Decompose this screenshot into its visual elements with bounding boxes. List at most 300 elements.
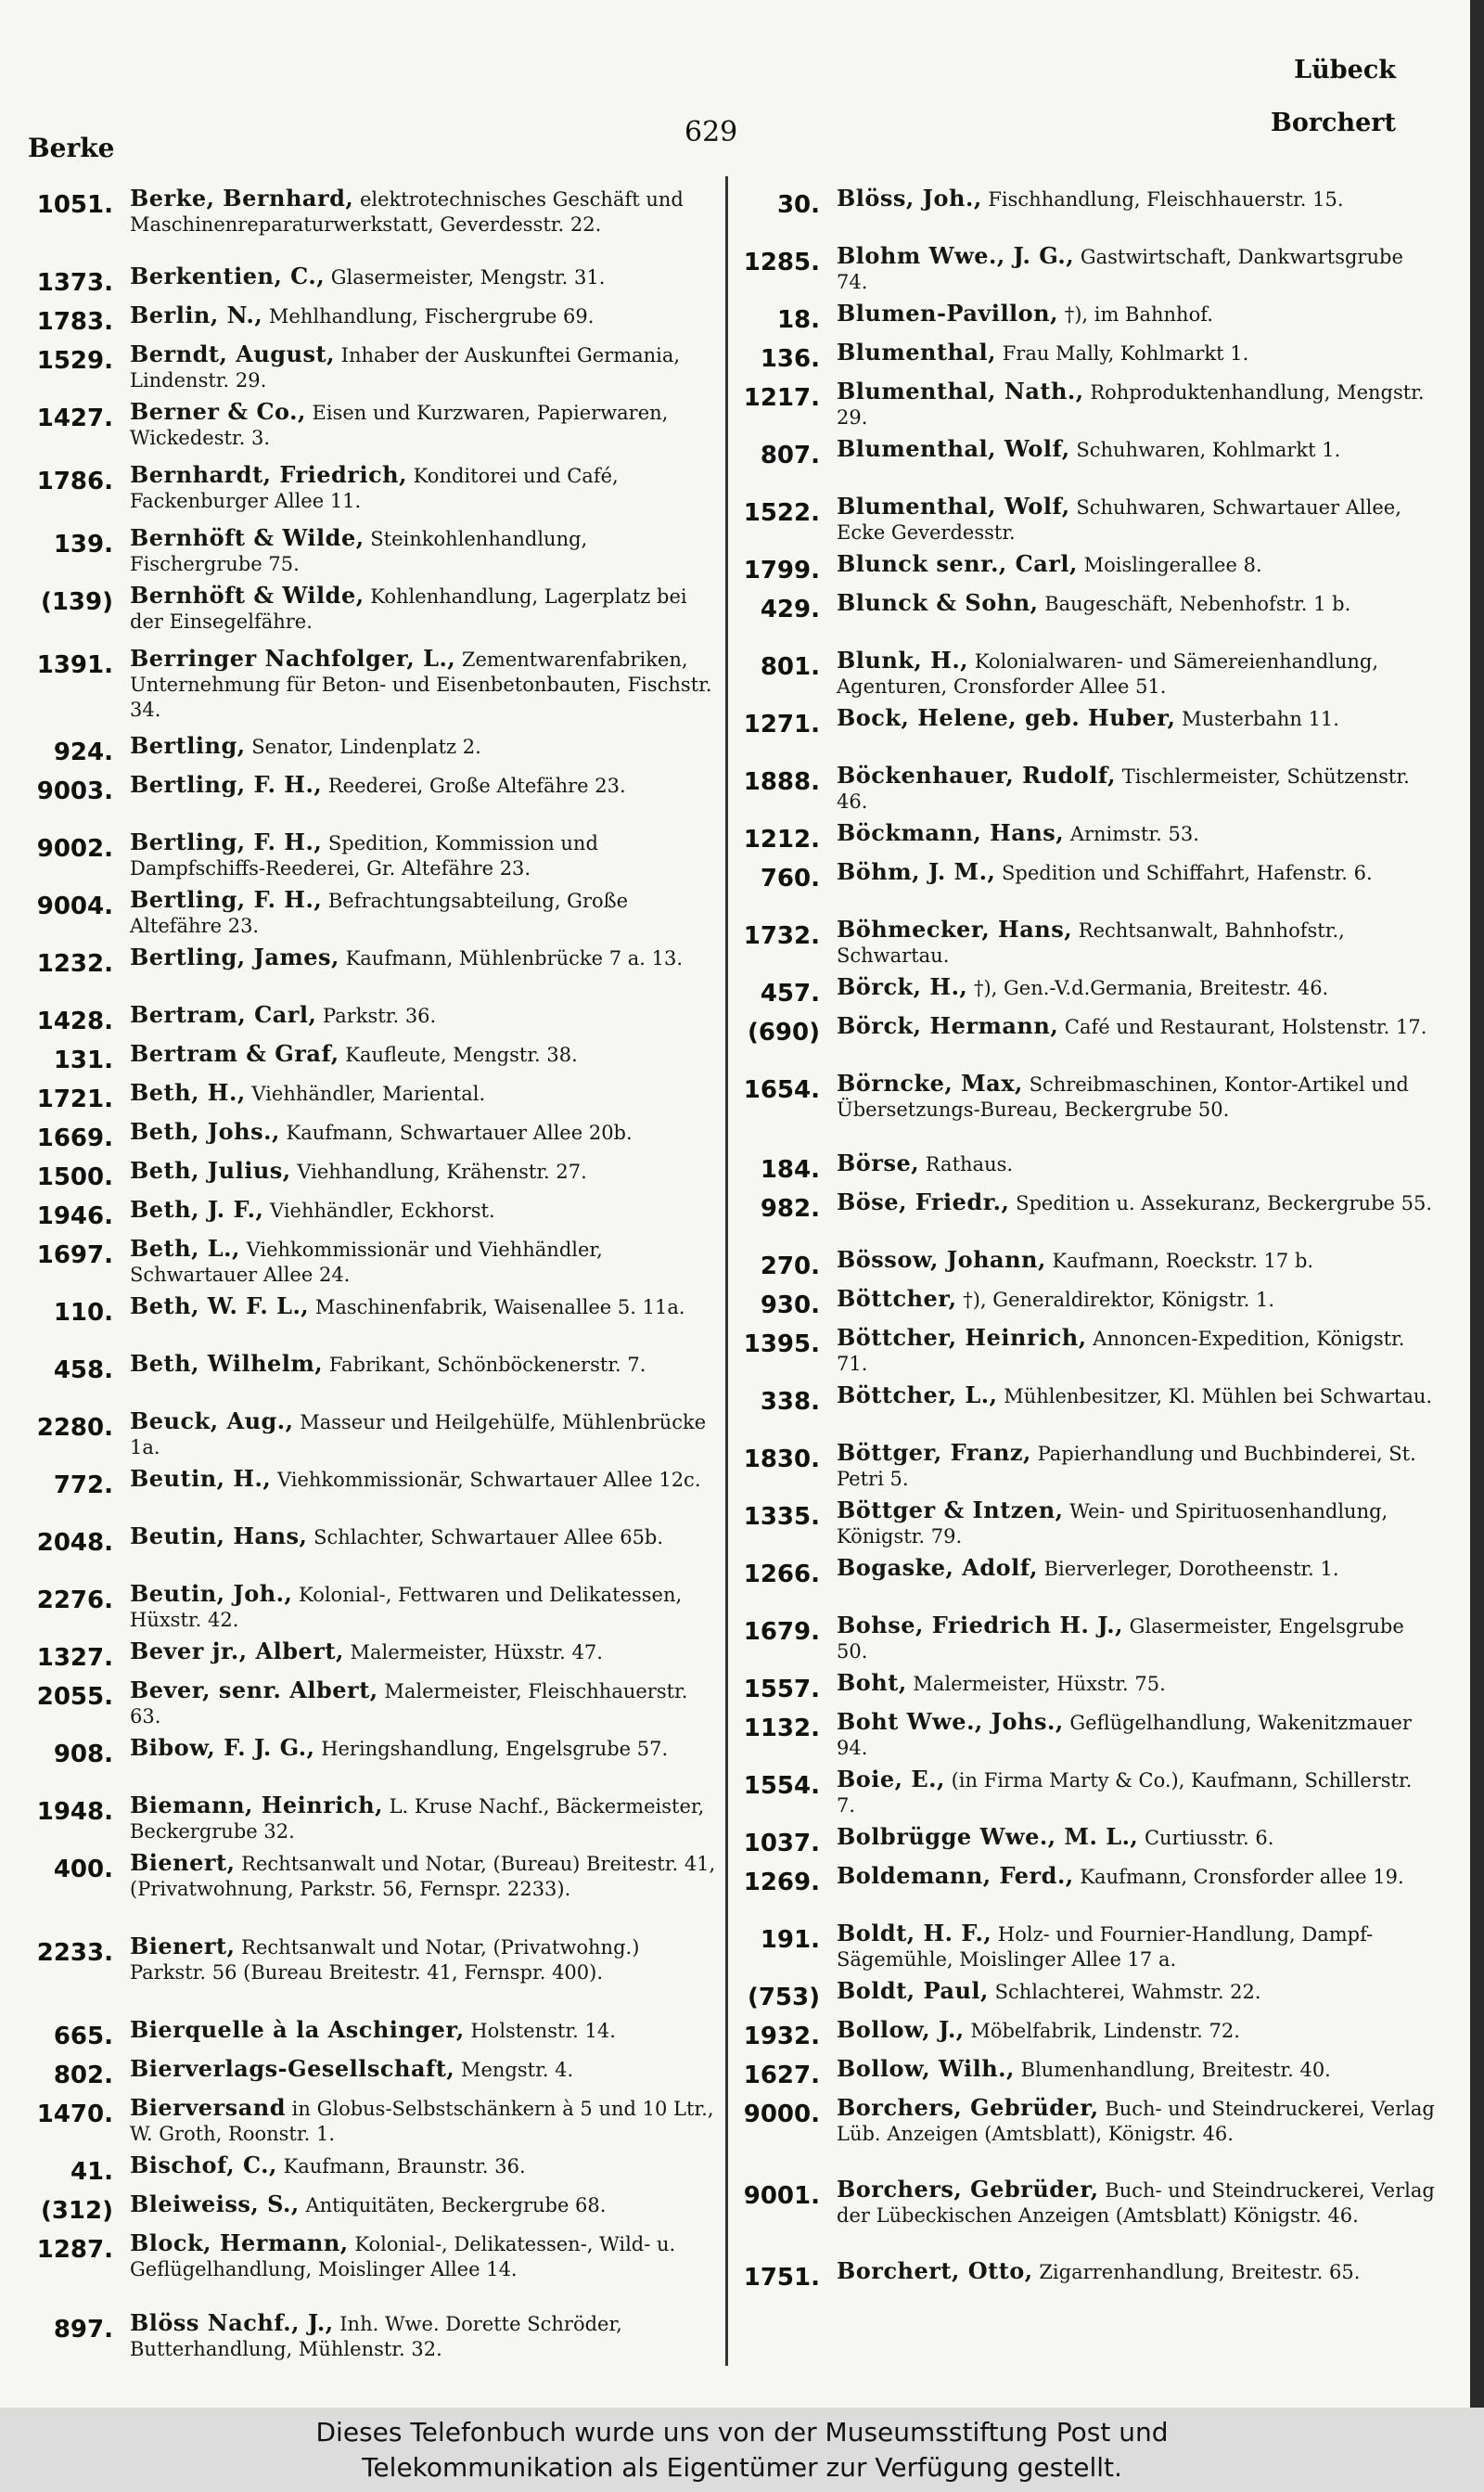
entry-description: Glasermeister, Engelsgrube 50.: [837, 1615, 1404, 1663]
entry-text: [837, 820, 1439, 854]
entry-text: [837, 705, 1439, 739]
entry-description: Maschinenfabrik, Waisenallee 5. 11a.: [314, 1296, 685, 1318]
entry-text: [837, 1555, 1439, 1588]
entry-name: Berkentien, C.,: [130, 263, 326, 289]
entry-description: Rechtsanwalt und Notar, (Bureau) Breitestr. 41, (Privatwohnung, Parkstr. 56, Fernspr. 2233).: [130, 1853, 716, 1900]
phone-number: 9000.: [743, 2100, 820, 2128]
phone-number: 1285.: [743, 249, 820, 276]
phone-number: 1669.: [36, 1124, 113, 1152]
entry-name: Börncke, Max,: [837, 1070, 1023, 1097]
phone-number: 924.: [53, 739, 113, 766]
phone-number: 2280.: [36, 1414, 113, 1442]
entry-text: [130, 1002, 723, 1035]
column-divider: [725, 176, 728, 2366]
entry-name: Bertling, F. H.,: [130, 886, 323, 913]
phone-number: 429.: [760, 596, 820, 623]
directory-entry: [735, 1286, 1439, 1319]
phone-number: 1751.: [743, 2264, 820, 2292]
phone-number: (690): [747, 1019, 820, 1047]
entry-name: Bertling,: [130, 732, 246, 759]
directory-entry: [735, 1440, 1439, 1492]
phone-number: 184.: [760, 1156, 820, 1184]
entry-description: Glasermeister, Mengstr. 31.: [330, 266, 606, 289]
directory-entry: [19, 1677, 723, 1729]
phone-number: 457.: [760, 980, 820, 1008]
phone-number: 1721.: [36, 1085, 113, 1113]
entry-description: Spedition und Schiffahrt, Hafenstr. 6.: [1002, 862, 1373, 884]
directory-entry: [19, 1197, 723, 1230]
directory-entry: [735, 1709, 1439, 1761]
entry-text: [130, 1735, 723, 1768]
phone-number: 760.: [760, 865, 820, 893]
entry-name: Bössow, Johann,: [837, 1246, 1046, 1273]
entry-description: elektrotechnisches Geschäft und Maschinenreparaturwerkstatt, Geverdesstr. 22.: [130, 188, 684, 236]
entry-text: [130, 1158, 723, 1191]
directory-entry: [735, 436, 1439, 469]
entry-description: Zementwarenfabriken, Unternehmung für Beton- und Eisenbetonbauten, Fischstr. 34.: [130, 649, 712, 721]
entry-name: Bertling, James,: [130, 944, 339, 970]
entry-text: [130, 341, 723, 393]
phone-number: 1830.: [743, 1445, 820, 1473]
entry-name: Berndt, August,: [130, 340, 335, 367]
entry-text: [130, 2095, 723, 2147]
directory-entry: [19, 1638, 723, 1672]
entry-text: [837, 436, 1439, 469]
entry-name: Boldt, Paul,: [837, 1977, 989, 2004]
entry-description: Tischlermeister, Schützenstr. 46.: [837, 765, 1410, 813]
entry-text: [130, 1523, 723, 1557]
entry-name: Blunk, H.,: [837, 647, 969, 674]
directory-entry: [735, 1612, 1439, 1664]
directory-entry: [735, 820, 1439, 854]
entry-description: Kaufmann, Roeckstr. 17 b.: [1052, 1250, 1314, 1272]
directory-entry: [19, 2230, 723, 2282]
entry-description: Kaufmann, Mühlenbrücke 7 a. 13.: [345, 947, 684, 970]
entry-name: Beth, H.,: [130, 1079, 246, 1106]
phone-number: 400.: [53, 1856, 113, 1883]
entry-name: Bierquelle à la Aschinger,: [130, 2016, 465, 2043]
entry-text: [837, 1824, 1439, 1857]
directory-entry: [19, 1351, 723, 1384]
entry-name: Beuck, Aug.,: [130, 1407, 294, 1434]
phone-number: (753): [747, 1984, 820, 2011]
entry-text: [837, 1766, 1439, 1818]
directory-entry: [735, 1978, 1439, 2011]
phone-number: 2055.: [36, 1683, 113, 1711]
directory-entry: [735, 1382, 1439, 1416]
entry-text: [130, 2152, 723, 2186]
entry-description: Zigarrenhandlung, Breitestr. 65.: [1039, 2261, 1361, 2283]
entry-name: Bischof, C.,: [130, 2152, 277, 2178]
directory-entry: [735, 705, 1439, 739]
entry-description: Rechtsanwalt, Bahnhofstr., Schwartau.: [837, 919, 1345, 967]
directory-entry: [735, 2095, 1439, 2147]
phone-number: 18.: [776, 306, 820, 334]
entry-name: Blumenthal, Wolf,: [837, 493, 1070, 520]
scan-edge: [1470, 0, 1484, 2408]
entry-name: Blumenthal, Nath.,: [837, 378, 1084, 405]
entry-name: Blunck senr., Carl,: [837, 550, 1078, 577]
directory-entry: [19, 2152, 723, 2186]
phone-number: 9004.: [36, 893, 113, 920]
directory-entry: [735, 1497, 1439, 1549]
directory-entry: [19, 1002, 723, 1035]
entry-text: [130, 1197, 723, 1230]
directory-entry: [735, 1555, 1439, 1588]
entry-text: [130, 1581, 723, 1633]
entry-name: Bienert,: [130, 1933, 236, 1959]
phone-number: 897.: [53, 2316, 113, 2344]
directory-entry: [19, 302, 723, 336]
entry-text: [837, 590, 1439, 623]
phone-number: 191.: [760, 1926, 820, 1954]
entry-description: Schlachterei, Wahmstr. 22.: [994, 1981, 1261, 2003]
phone-number: 1932.: [743, 2023, 820, 2050]
entry-text: [130, 2230, 723, 2282]
directory-entry: [19, 1581, 723, 1633]
entry-text: [130, 186, 723, 238]
directory-entry: [19, 2310, 723, 2362]
entry-description: †), Generaldirektor, Königstr. 1.: [963, 1289, 1275, 1311]
entry-text: [837, 1670, 1439, 1703]
entry-name: Bever, senr. Albert,: [130, 1676, 378, 1703]
entry-description: Holz- und Fournier-Handlung, Dampf-Sägemühle, Moislinger Allee 17 a.: [837, 1923, 1374, 1971]
entry-description: Holstenstr. 14.: [470, 2020, 616, 2042]
entry-description: Kolonialwaren- und Sämereienhandlung, Agenturen, Cronsforder Allee 51.: [837, 650, 1379, 698]
directory-entry: [19, 1735, 723, 1768]
directory-entry: [19, 2017, 723, 2050]
entry-description: Arnimstr. 53.: [1069, 823, 1199, 845]
entry-text: [837, 2258, 1439, 2292]
entry-description: Viehkommissionär, Schwartauer Allee 12c.: [276, 1469, 701, 1491]
directory-entry: [735, 648, 1439, 700]
directory-entry: [19, 1850, 723, 1902]
entry-name: Boldemann, Ferd.,: [837, 1862, 1074, 1889]
entry-text: [837, 2177, 1439, 2229]
directory-entry: [735, 1189, 1439, 1223]
entry-text: [837, 917, 1439, 969]
entry-text: [837, 1150, 1439, 1184]
header-left-name: Berke: [28, 133, 115, 163]
entry-text: [837, 1709, 1439, 1761]
entry-text: [837, 186, 1439, 219]
phone-number: 131.: [53, 1047, 113, 1074]
entry-text: [130, 1351, 723, 1384]
phone-number: 1051.: [36, 191, 113, 219]
header-right-name: Borchert: [1271, 109, 1396, 137]
page-number: 629: [684, 116, 738, 148]
entry-description: Schreibmaschinen, Kontor-Artikel und Übersetzungs-Bureau, Beckergrube 50.: [837, 1073, 1409, 1121]
entry-description: Mehlhandlung, Fischergrube 69.: [268, 305, 595, 328]
entry-description: Schlachter, Schwartauer Allee 65b.: [313, 1526, 664, 1548]
entry-description: †), Gen.-V.d.Germania, Breitestr. 46.: [973, 977, 1329, 999]
directory-entry: [735, 859, 1439, 893]
entry-name: Blumenthal,: [837, 339, 997, 366]
phone-number: 1427.: [36, 405, 113, 432]
entry-name: Bertling, F. H.,: [130, 829, 323, 855]
entry-name: Böhm, J. M.,: [837, 858, 996, 885]
phone-number: 1470.: [36, 2100, 113, 2128]
phone-number: 1269.: [743, 1869, 820, 1896]
phone-number: 1786.: [36, 468, 113, 495]
entry-description: Befrachtungsabteilung, Große Altefähre 23.: [130, 890, 629, 937]
entry-description: Spedition u. Assekuranz, Beckergrube 55.: [1016, 1192, 1433, 1214]
entry-description: Malermeister, Hüxstr. 47.: [350, 1641, 603, 1663]
entry-text: [837, 1071, 1439, 1123]
directory-entry: [735, 1071, 1439, 1123]
entry-text: [130, 1080, 723, 1113]
directory-entry: [19, 186, 723, 238]
entry-description: Kaufmann, Cronsforder allee 19.: [1080, 1866, 1404, 1888]
phone-number: 1287.: [36, 2236, 113, 2264]
directory-entry: [19, 772, 723, 805]
entry-text: [130, 1293, 723, 1327]
entry-description: Rohproduktenhandlung, Mengstr. 29.: [837, 381, 1425, 429]
entry-description: †), im Bahnhof.: [1064, 303, 1213, 326]
directory-entry: [735, 1766, 1439, 1818]
entry-text: [130, 733, 723, 766]
footer-text: [0, 2408, 1484, 2486]
entry-description: Schuhwaren, Schwartauer Allee, Ecke Geverdesstr.: [837, 496, 1401, 544]
directory-entry: [19, 1119, 723, 1152]
entry-text: [837, 1497, 1439, 1549]
entry-description: Annoncen-Expedition, Königstr. 71.: [837, 1328, 1405, 1375]
entry-name: Beth, Wilhelm,: [130, 1350, 324, 1377]
entry-name: Boht Wwe., Johs.,: [837, 1708, 1064, 1735]
phone-number: 9001.: [743, 2182, 820, 2210]
entry-description: Inh. Wwe. Dorette Schröder, Butterhandlung, Mühlenstr. 32.: [130, 2313, 622, 2360]
directory-entry: [735, 1824, 1439, 1857]
entry-description: Mühlenbesitzer, Kl. Mühlen bei Schwartau.: [1004, 1385, 1433, 1407]
phone-number: 1783.: [36, 308, 113, 336]
entry-description: Geflügelhandlung, Wakenitzmauer 94.: [837, 1712, 1412, 1759]
phone-number: 1529.: [36, 347, 113, 375]
phone-number: 1554.: [743, 1772, 820, 1800]
directory-entry: [735, 2258, 1439, 2292]
entry-description: Rechtsanwalt und Notar, (Privatwohng.) Parkstr. 56 (Bureau Breitestr. 41, Fernspr. 400).: [130, 1936, 640, 1984]
entry-name: Bever jr., Albert,: [130, 1638, 344, 1664]
entry-name: Böse, Friedr.,: [837, 1188, 1010, 1215]
phone-number: 2276.: [36, 1586, 113, 1614]
entry-name: Böttcher, Heinrich,: [837, 1324, 1087, 1351]
directory-entry: [19, 525, 723, 577]
entry-description: Gastwirtschaft, Dankwartsgrube 74.: [837, 246, 1403, 293]
entry-description: Fischhandlung, Fleischhauerstr. 15.: [988, 188, 1344, 211]
entry-text: [837, 1286, 1439, 1319]
phone-number: 1557.: [743, 1676, 820, 1703]
directory-entry: [19, 2056, 723, 2089]
entry-text: [130, 399, 723, 451]
entry-name: Bierversand: [130, 2094, 286, 2121]
entry-text: [837, 648, 1439, 700]
directory-entry: [19, 1792, 723, 1844]
entry-name: Blumen-Pavillon,: [837, 300, 1058, 327]
entry-description: Frau Mally, Kohlmarkt 1.: [1002, 342, 1249, 365]
entry-text: [130, 1638, 723, 1672]
entry-name: Borchert, Otto,: [837, 2257, 1033, 2284]
entry-name: Bertram, Carl,: [130, 1001, 317, 1028]
directory-entry: [735, 379, 1439, 430]
phone-number: 1395.: [743, 1330, 820, 1358]
entry-text: [130, 1408, 723, 1460]
entry-name: Börck, H.,: [837, 973, 968, 1000]
entry-description: Buch- und Steindruckerei, Verlag Lüb. Anzeigen (Amtsblatt), Königstr. 46.: [837, 2098, 1435, 2145]
directory-entry: [735, 301, 1439, 334]
entry-name: Bernhardt, Friedrich,: [130, 461, 407, 488]
entry-description: Eisen und Kurzwaren, Papierwaren, Wickedestr. 3.: [130, 402, 669, 449]
entry-text: [130, 263, 723, 297]
entry-description: Malermeister, Fleischhauerstr. 63.: [130, 1680, 688, 1728]
directory-entry: [735, 974, 1439, 1008]
phone-number: 1391.: [36, 651, 113, 679]
entry-text: [130, 829, 723, 881]
entry-text: [837, 494, 1439, 546]
entry-description: Masseur und Heilgehülfe, Mühlenbrücke 1a.: [130, 1411, 707, 1458]
entry-text: [837, 2017, 1439, 2050]
entry-text: [130, 2056, 723, 2089]
phone-number: 1522.: [743, 499, 820, 527]
entry-description: Bierverleger, Dorotheenstr. 1.: [1043, 1558, 1339, 1580]
directory-entry: [19, 1408, 723, 1460]
entry-description: Fabrikant, Schönböckenerstr. 7.: [328, 1354, 646, 1376]
entry-text: [837, 2056, 1439, 2089]
entry-name: Beutin, Hans,: [130, 1522, 308, 1549]
entry-name: Block, Hermann,: [130, 2229, 349, 2256]
entry-text: [130, 302, 723, 336]
entry-text: [130, 646, 723, 723]
entry-name: Borchers, Gebrüder,: [837, 2094, 1099, 2121]
entry-description: Kaufmann, Braunstr. 36.: [283, 2155, 526, 2177]
entry-description: Spedition, Kommission und Dampfschiffs-Reederei, Gr. Altefähre 23.: [130, 832, 598, 880]
entry-name: Berke, Bernhard,: [130, 185, 354, 212]
phone-number: 2048.: [36, 1529, 113, 1557]
phone-number: 1271.: [743, 711, 820, 739]
directory-entry: [735, 2177, 1439, 2229]
phone-number: (312): [40, 2197, 113, 2225]
phone-number: 1217.: [743, 384, 820, 412]
entry-name: Bogaske, Adolf,: [837, 1554, 1038, 1581]
entry-name: Böttger, Franz,: [837, 1439, 1031, 1466]
entry-name: Bock, Helene, geb. Huber,: [837, 704, 1176, 731]
entry-text: [130, 887, 723, 939]
entry-name: Bollow, J.,: [837, 2016, 965, 2043]
entry-description: Blumenhandlung, Breitestr. 40.: [1020, 2059, 1331, 2081]
entry-text: [130, 1119, 723, 1152]
entry-description: Curtiusstr. 6.: [1144, 1827, 1274, 1849]
phone-number: 1946.: [36, 1202, 113, 1230]
entry-name: Bollow, Wilh.,: [837, 2055, 1015, 2082]
entry-name: Bernhöft & Wilde,: [130, 582, 365, 609]
directory-entry: [19, 829, 723, 881]
entry-description: Café und Restaurant, Holstenstr. 17.: [1064, 1016, 1427, 1038]
phone-number: 1888.: [743, 768, 820, 796]
phone-number: 41.: [70, 2158, 113, 2186]
directory-entry: [19, 646, 723, 723]
directory-entry: [19, 944, 723, 978]
entry-description: Viehkommissionär und Viehhändler, Schwartauer Allee 24.: [130, 1239, 603, 1286]
entry-text: [837, 763, 1439, 815]
phone-number: 1697.: [36, 1241, 113, 1269]
entry-description: Inhaber der Auskunftei Germania, Lindenstr. 29.: [130, 344, 681, 392]
phone-number: (139): [40, 588, 113, 616]
directory-entry: [19, 399, 723, 451]
entry-name: Böttger & Intzen,: [837, 1496, 1064, 1523]
phone-number: 1679.: [743, 1618, 820, 1646]
entry-description: Viehhändler, Eckhorst.: [270, 1200, 495, 1222]
phone-number: 802.: [53, 2062, 113, 2089]
entry-name: Beth, L.,: [130, 1235, 240, 1262]
entry-description: Moislingerallee 8.: [1083, 554, 1262, 576]
entry-text: [130, 2310, 723, 2362]
entry-description: Antiquitäten, Beckergrube 68.: [305, 2194, 607, 2216]
entry-description: Kaufleute, Mengstr. 38.: [345, 1044, 578, 1066]
entry-text: [130, 462, 723, 514]
entry-text: [837, 1325, 1439, 1377]
entry-name: Böckenhauer, Rudolf,: [837, 762, 1117, 789]
directory-entry: [735, 1325, 1439, 1377]
entry-description: Steinkohlenhandlung, Fischergrube 75.: [130, 528, 588, 575]
directory-entry: [19, 1293, 723, 1327]
phone-number: 1428.: [36, 1008, 113, 1035]
entry-text: [130, 1677, 723, 1729]
directory-entry: [735, 1920, 1439, 1972]
entry-text: [837, 1013, 1439, 1047]
entry-description: Kohlenhandlung, Lagerplatz bei der Einsegelfähre.: [130, 585, 687, 633]
footer-line-2: Telekommunikation als Eigentümer zur Verfügung gestellt.: [362, 2452, 1122, 2483]
entry-description: Baugeschäft, Nebenhofstr. 1 b.: [1044, 593, 1351, 615]
entry-description: Viehhändler, Mariental.: [251, 1083, 486, 1105]
directory-entry: [735, 1863, 1439, 1896]
entry-text: [130, 583, 723, 635]
entry-name: Bierverlags-Gesellschaft,: [130, 2055, 455, 2082]
directory-entry: [19, 733, 723, 766]
phone-number: 458.: [53, 1356, 113, 1384]
entry-text: [837, 301, 1439, 334]
entry-text: [130, 2191, 723, 2225]
entry-name: Bienert,: [130, 1849, 236, 1876]
directory-entry: [735, 186, 1439, 219]
directory-entry: [19, 2095, 723, 2147]
phone-number: 1799.: [743, 557, 820, 584]
directory-entry: [19, 583, 723, 635]
directory-entry: [735, 763, 1439, 815]
phone-number: 1373.: [36, 269, 113, 297]
entry-name: Bibow, F. J. G.,: [130, 1734, 315, 1761]
directory-entry: [735, 551, 1439, 584]
entry-name: Boie, E.,: [837, 1766, 945, 1792]
entry-name: Biemann, Heinrich,: [130, 1792, 383, 1818]
entry-description: Buch- und Steindruckerei, Verlag der Lübeckischen Anzeigen (Amtsblatt) Königstr. 46.: [837, 2179, 1435, 2227]
phone-number: 110.: [53, 1299, 113, 1327]
directory-entry: [19, 1080, 723, 1113]
entry-text: [837, 1382, 1439, 1416]
entry-text: [837, 1920, 1439, 1972]
directory-entry: [19, 1158, 723, 1191]
entry-text: [837, 974, 1439, 1008]
entry-name: Blohm Wwe., J. G.,: [837, 242, 1075, 269]
entry-name: Beth, Johs.,: [130, 1118, 280, 1145]
phone-number: 139.: [53, 531, 113, 559]
entry-description: Malermeister, Hüxstr. 75.: [913, 1673, 1166, 1695]
entry-text: [837, 2095, 1439, 2147]
entry-name: Böhmecker, Hans,: [837, 916, 1073, 943]
entry-text: [130, 1850, 723, 1902]
entry-description: Rathaus.: [925, 1153, 1014, 1175]
entry-name: Beth, J. F.,: [130, 1196, 264, 1223]
directory-entry: [19, 263, 723, 297]
directory-entry: [19, 341, 723, 393]
entry-description: Reederei, Große Altefähre 23.: [327, 775, 626, 797]
